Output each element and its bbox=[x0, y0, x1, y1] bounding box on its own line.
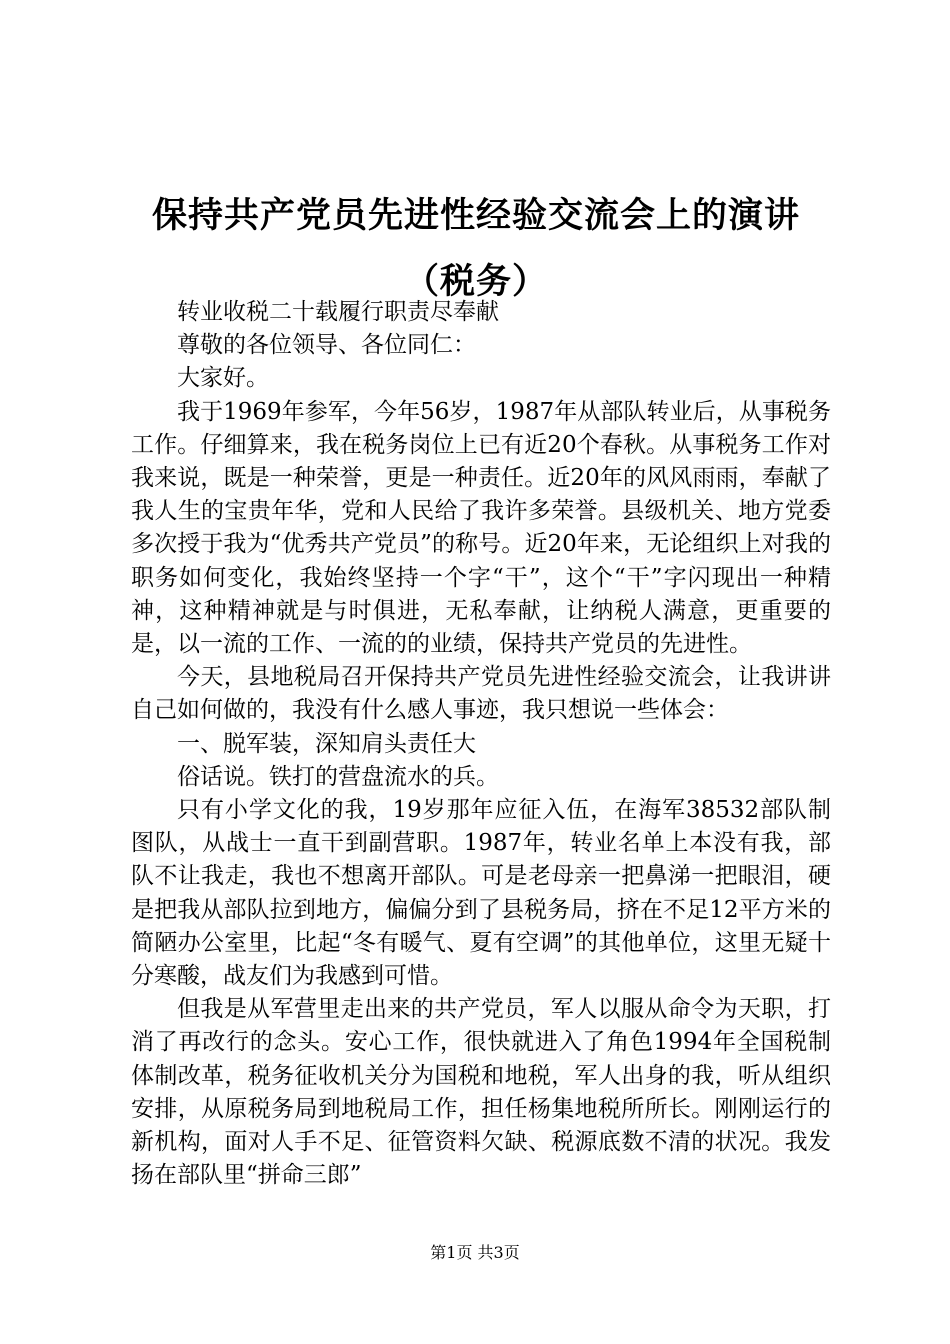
section-heading-1: 一、脱军装，深知肩头责任大 bbox=[177, 730, 476, 757]
paragraph-occasion: 今天，县地税局召开保持共产党员先进性经验交流会，让我讲讲自己如何做的，我没有什么感人事迹，我只想说一些体会： bbox=[131, 664, 831, 724]
paragraph-military: 只有小学文化的我，19岁那年应征入伍，在海军38532部队制图队，从战士一直干到副营职。1987年，转业名单上本没有我，部队不让我走，我也不想离开部队。可是老母亲一把鼻涕一把眼泪，硬是把我从部队拉到地方，偏偏分到了县税务局，挤在不足12平方米的简陋办公室里，比起“冬有暖气、夏有空调”的其他单位，这里无疑十分寒酸，战友们为我感到可惜。 bbox=[131, 797, 831, 990]
paragraph-tax-reform: 但我是从军营里走出来的共产党员，军人以服从命令为天职，打消了再改行的念头。安心工作，很快就进入了角色1994年全国税制体制改革，税务征收机关分为国税和地税，军人出身的我，听从组织安排，从原税务局到地税局工作，担任杨集地税所所长。刚刚运行的新机构，面对人手不足、征管资料欠缺、税源底数不清的状况。我发扬在部队里“拼命三郎” bbox=[131, 996, 831, 1189]
document-body bbox=[131, 296, 831, 1192]
page-footer: 第1页 共3页 bbox=[430, 1243, 520, 1262]
paragraph-intro: 我于1969年参军，今年56岁，1987年从部队转业后，从事税务工作。仔细算来，我在税务岗位上已有近20个春秋。从事税务工作对我来说，既是一种荣誉，更是一种责任。近20年的风风雨雨，奉献了我人生的宝贵年华，党和人民给了我许多荣誉。县级机关、地方党委多次授于我为“优秀共产党员”的称号。近20年来，无论组织上对我的职务如何变化，我始终坚持一个字“干”，这个“干”字闪现出一种精神，这种精神就是与时俱进，无私奉献，让纳税人满意，更重要的是，以一流的工作、一流的的业绩，保持共产党员的先进性。 bbox=[131, 398, 831, 658]
document-title: 保持共产党员先进性经验交流会上的演讲（税务） bbox=[151, 196, 800, 302]
paragraph-salutation: 尊敬的各位领导、各位同仁： bbox=[177, 332, 476, 359]
paragraph-greeting: 大家好。 bbox=[177, 365, 269, 392]
paragraph-proverb: 俗话说。铁打的营盘流水的兵。 bbox=[177, 763, 499, 790]
paragraph-subtitle: 转业收税二十载履行职责尽奉献 bbox=[177, 299, 499, 325]
